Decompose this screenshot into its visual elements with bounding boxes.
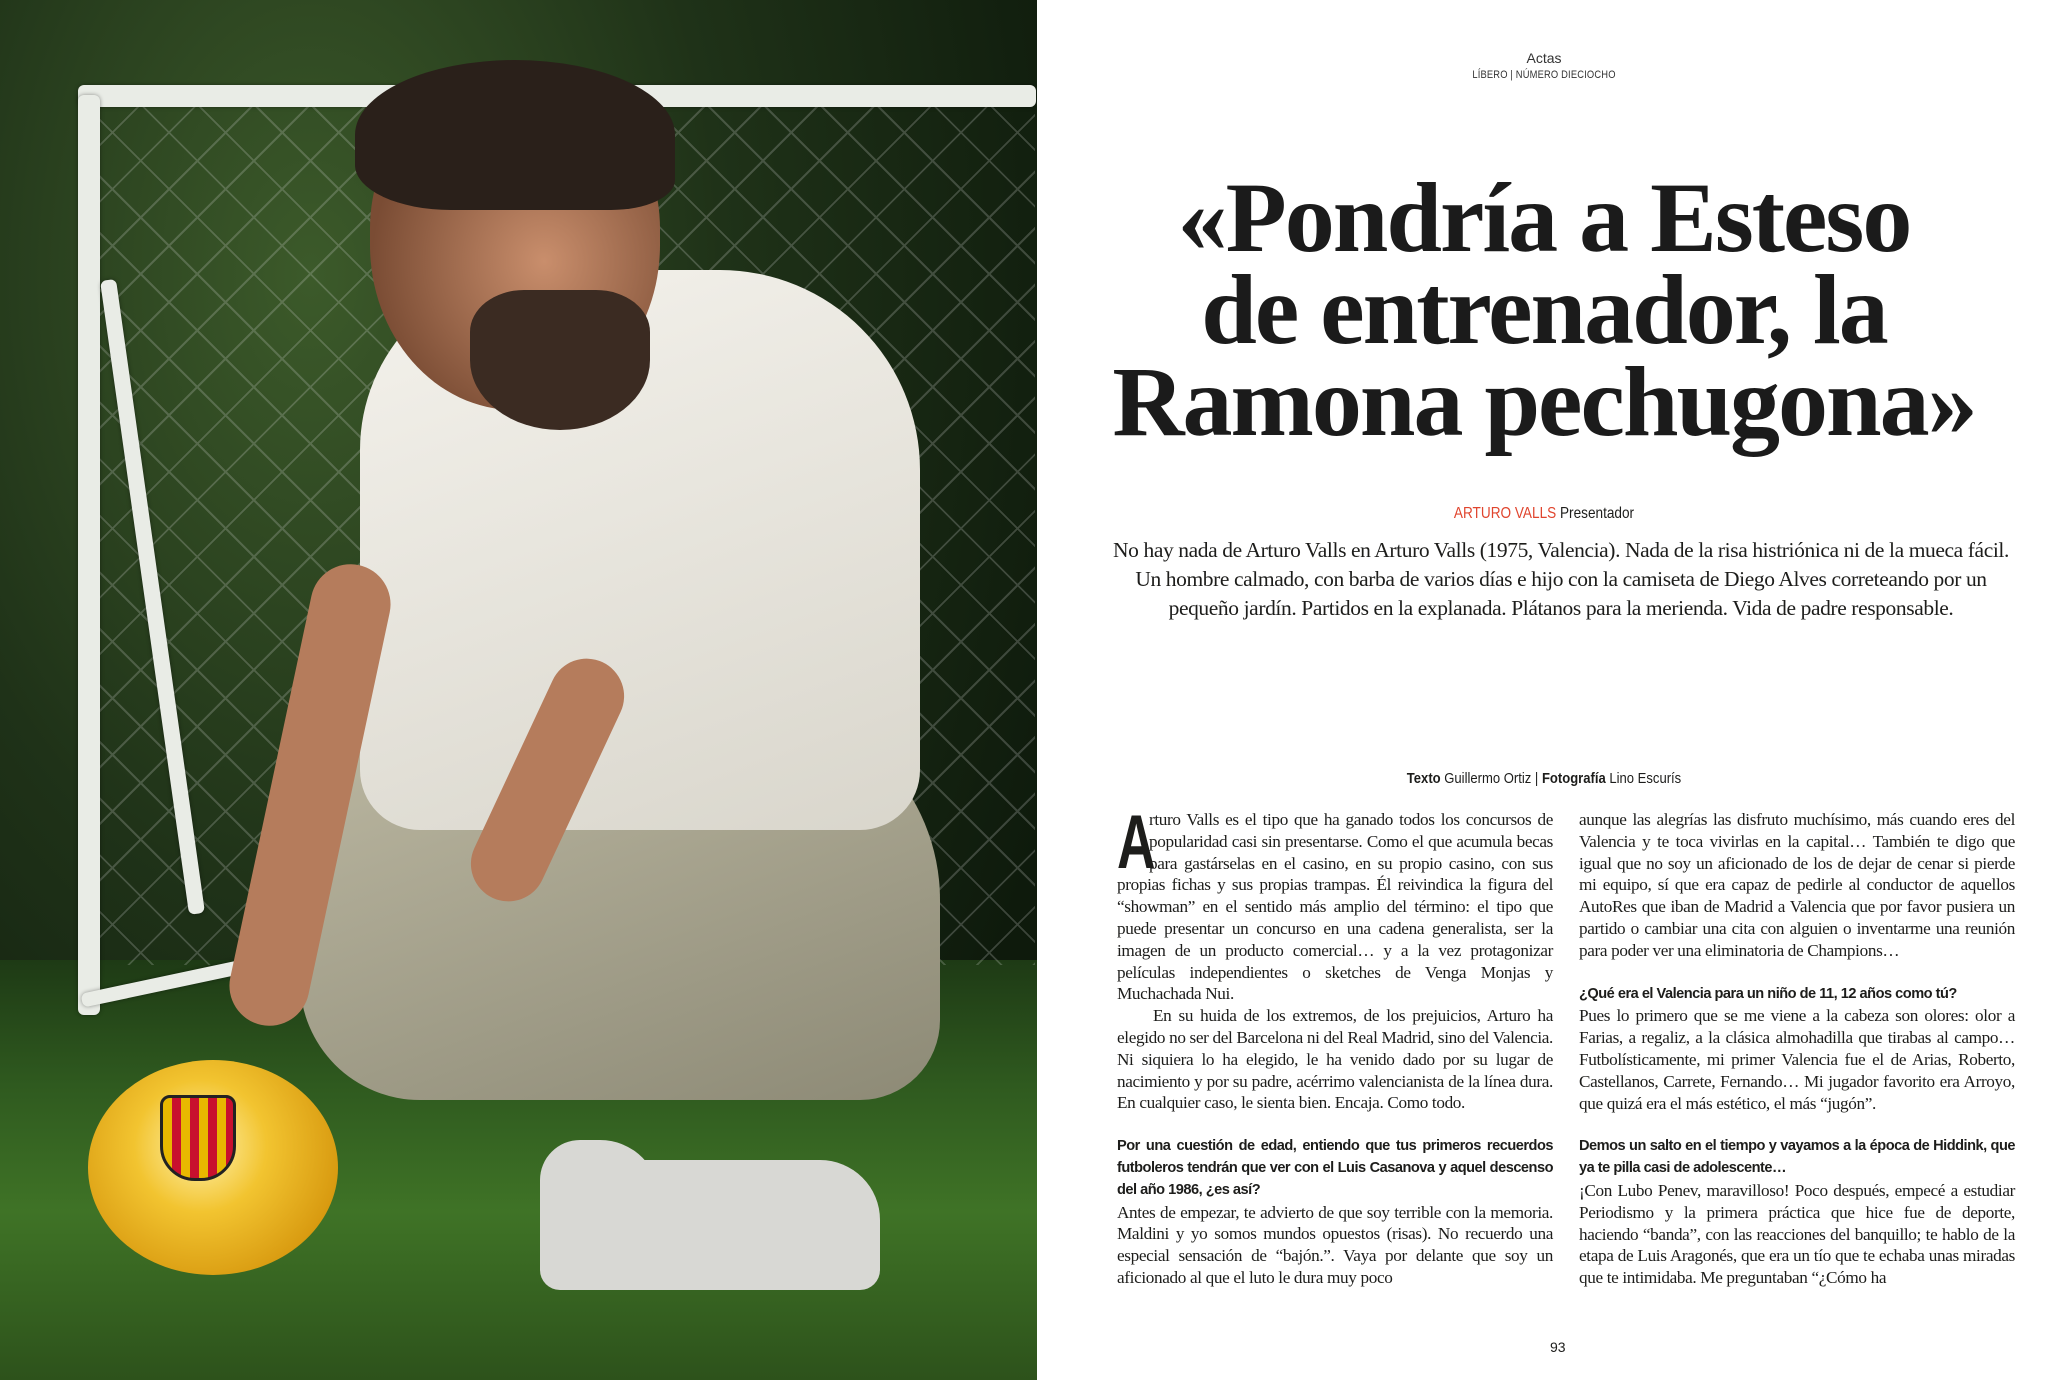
subject-line: [1116, 505, 1973, 523]
valencia-crest-icon: [160, 1095, 236, 1181]
section-label: Actas: [1526, 50, 1562, 66]
headline-line: Ramona pechugona»: [1112, 346, 1976, 457]
body-column-right: [1579, 809, 2015, 1289]
interview-question: ¿Qué era el Valencia para un niño de 11, 12 años como tú?: [1579, 985, 1957, 1002]
person-beard: [470, 290, 650, 430]
body-paragraph: En su huida de los extremos, de los prejuicios, Arturo ha elegido no ser del Barcelona ni del Real Madrid, sino del Valencia. Ni siquiera lo ha elegido, le ha venido dado por su lugar de nacimiento y por su padre, acérrimo valencianista de la línea dura. En cualquier caso, le sienta bien. Encaja. Como todo.: [1117, 1006, 1553, 1113]
photo-author: Lino Escurís: [1609, 770, 1682, 787]
body-column-left: [1117, 800, 1553, 1289]
text-author: Guillermo Ortiz: [1444, 770, 1532, 787]
credits-separator: |: [1534, 770, 1539, 787]
drop-cap: A: [1117, 800, 1156, 885]
credits: [1106, 770, 1983, 787]
body-paragraph: [1117, 800, 1553, 1005]
lead-paragraph: No hay nada de Arturo Valls en Arturo Valls (1975, Valencia). Nada de la risa histriónica ni de la mueca fácil. Un hombre calmado, con barba de varios días e hijo con la camiseta de Diego Alves correteando por un pequeño jardín. Partidos en la explanada. Plátanos para la merienda. Vida de padre responsable.: [1113, 538, 2009, 620]
interview-question: Demos un salto en el tiempo y vayamos a la época de Hiddink, que ya te pilla casi de adolescente…: [1579, 1138, 2015, 1177]
photo-label: Fotografía: [1541, 770, 1606, 787]
interview-question: Por una cuestión de edad, entiendo que tus primeros recuerdos futboleros tendrán que ver con el Luis Casanova y aquel descenso del año 1986, ¿es así?: [1117, 1138, 1553, 1198]
headline-line: de entrenador, la: [1201, 254, 1887, 365]
page-number: 93: [1550, 1339, 1566, 1355]
text-label: Texto: [1406, 770, 1441, 787]
headline-line: «Pondría a Esteso: [1177, 162, 1911, 273]
headline: [1040, 162, 2048, 457]
interview-answer: ¡Con Lubo Penev, maravilloso! Poco después, empecé a estudiar Periodismo y la primera práctica que hice fue de deporte, haciendo “banda”, con las reacciones del banquillo; te hablo de la etapa de Luis Aragonés, que era un tío que te echaba unas miradas que te intimidaba. Me preguntaban “¿Cómo ha: [1579, 1180, 2015, 1288]
person-hair: [355, 60, 675, 210]
interview-answer: Pues lo primero que se me viene a la cabeza son olores: olor a Farias, a regaliz, a la clásica almohadilla que tirabas al campo… Futbolísticamente, mi primer Valencia fue el de Arias, Roberto, Castellanos, Carrete, Fernando… Mi jugador favorito era Arroyo, que quizá era el más estético, el más “jugón”.: [1579, 1006, 2015, 1113]
interview-answer: Antes de empezar, te advierto de que soy terrible con la memoria. Maldini y yo somos mundos opuestos (risas). No recuerdo una especial sensación de “bajón.”. Vaya por delante que soy un aficionado al que el luto le dura muy poco: [1117, 1202, 1553, 1287]
goal-post: [78, 95, 100, 1015]
interview-answer-continued: aunque las alegrías las disfruto muchísimo, más cuando eres del Valencia y te toca vivirlas en la capital… También te digo que igual que no soy un aficionado de los de dejar de cenar si pierde mi equipo, sí que era capaz de pedirle al conductor de aquellos AutoRes que iban de Madrid a Valencia que por favor pusiera un partido o cambiar una cita con alguien o inventarme una reunión para poder ver una eliminatoria de Champions…: [1579, 810, 2015, 960]
publication-label: LÍBERO | NÚMERO DIECIOCHO: [1472, 69, 1616, 81]
subject-role: Presentador: [1559, 505, 1635, 522]
subject-name: ARTURO VALLS: [1453, 505, 1557, 522]
paragraph-text: rturo Valls es el tipo que ha ganado todos los concursos de popularidad casi sin presentarse. Como el que acumula becas para gastárselas en el casino, en su propio casino, con sus propias fichas y sus propias trampas. Él reivindica la figura del “showman” en el sentido más amplio del término: el tipo que puede presentar un concurso en una cadena generalista, ser la imagen de un producto comercial… y a la vez protagonizar películas independientes o sketches de Venga Monjas y Muchachada Nui.: [1117, 810, 1553, 1004]
